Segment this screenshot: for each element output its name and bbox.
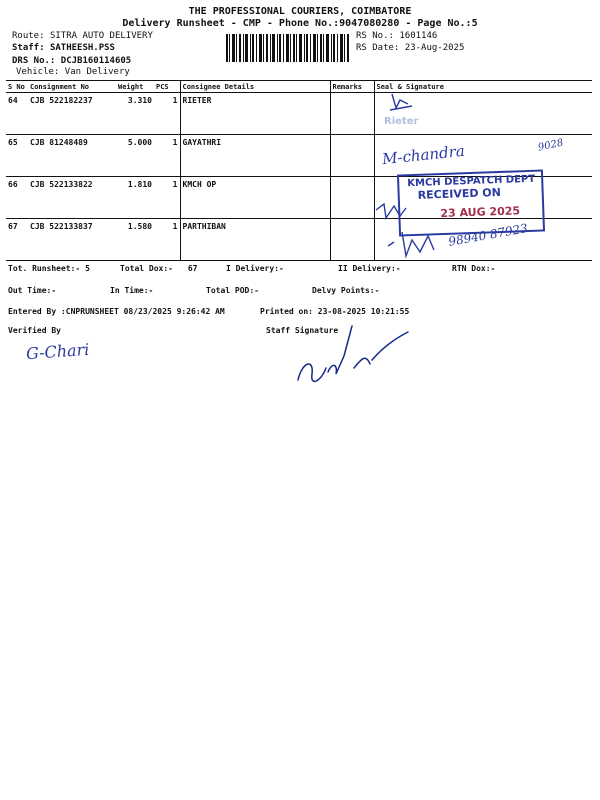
i-delivery-label: I Delivery:- <box>226 264 284 273</box>
vehicle-value: Van Delivery <box>64 67 130 77</box>
staff-line <box>12 43 115 53</box>
total-pod-label: Total POD:- <box>206 286 259 295</box>
rs-no-value: 1601146 <box>399 31 438 41</box>
cell-consignee: GAYATHRI <box>180 135 330 177</box>
cell-sno: 65 <box>6 135 28 177</box>
drs-label: DRS No.: <box>12 56 56 66</box>
cell-remarks <box>330 93 374 135</box>
route-value: SITRA AUTO DELIVERY <box>49 31 153 41</box>
verified-by-label: Verified By <box>8 326 61 335</box>
col-header-seal-signature: Seal & Signature <box>374 81 592 93</box>
total-dox-value: 67 <box>187 264 198 273</box>
vehicle-line <box>16 67 130 77</box>
cell-sno: 64 <box>6 93 28 135</box>
cell-sno: 67 <box>6 219 28 261</box>
cell-consignment: CJB 522133822 <box>28 177 116 219</box>
ii-delivery-label: II Delivery:- <box>338 264 401 273</box>
vehicle-label: Vehicle: <box>16 67 60 77</box>
printed-on: Printed on: 23-08-2025 10:21:55 <box>260 307 410 316</box>
cell-weight: 5.000 <box>116 135 154 177</box>
row66-signature <box>372 196 412 226</box>
tot-runsheet-value: 5 <box>85 264 90 273</box>
cell-pcs: 1 <box>154 135 180 177</box>
rs-no-label: RS No.: <box>356 31 394 41</box>
row67-handwritten-digits: 98940 87923 <box>447 221 529 249</box>
in-time-label: In Time:- <box>110 286 154 295</box>
entered-by: Entered By :CNPRUNSHEET 08/23/2025 9:26:42 AM <box>8 307 225 316</box>
route-label: Route: <box>12 31 45 41</box>
document-subtitle: Delivery Runsheet - CMP - Phone No.:9047080280 - Page No.:5 <box>122 18 478 29</box>
col-header-pcs: PCS <box>154 81 180 93</box>
tot-runsheet-label: Tot. Runsheet:- <box>8 264 81 273</box>
table-header-row <box>6 81 592 93</box>
staff-value: SATHEESH.PSS <box>49 43 115 53</box>
cell-pcs: 1 <box>154 93 180 135</box>
rs-date-label: RS Date: <box>356 43 400 53</box>
col-header-sno: S No <box>6 81 28 93</box>
row67-signature <box>384 228 444 262</box>
faint-company-stamp: Rieter <box>384 116 419 127</box>
summary-line-1 <box>8 264 90 273</box>
cell-consignee: RIETER <box>180 93 330 135</box>
col-header-weight: Weight <box>116 81 154 93</box>
col-header-consignee: Consignee Details <box>180 81 330 93</box>
delvy-points-label: Delvy Points:- <box>312 286 380 295</box>
cell-consignee: KMCH OP <box>180 177 330 219</box>
row64-signature <box>386 90 416 116</box>
handwritten-name-text: M-chandra <box>381 141 466 169</box>
drs-line <box>12 56 131 66</box>
barcode <box>226 34 350 62</box>
stamp-line-2: RECEIVED ON <box>417 185 502 202</box>
stamp-date: 23 AUG 2025 <box>440 204 521 221</box>
cell-consignment: CJB 522133837 <box>28 219 116 261</box>
col-header-consignment: Consignment No <box>28 81 116 93</box>
verified-by-signature: G-Chari <box>25 339 90 364</box>
cell-consignee: PARTHIBAN <box>180 219 330 261</box>
cell-weight: 3.310 <box>116 93 154 135</box>
rtn-dox-label: RTN Dox:- <box>452 264 496 273</box>
rs-no-line <box>356 31 437 41</box>
table-row <box>6 93 592 135</box>
out-time-label: Out Time:- <box>8 286 57 295</box>
col-header-remarks: Remarks <box>330 81 374 93</box>
stamp-line-1: KMCH DESPATCH DEPT <box>407 173 536 190</box>
route-line <box>12 31 153 41</box>
cell-weight: 1.810 <box>116 177 154 219</box>
rs-date-value: 23-Aug-2025 <box>404 43 465 53</box>
cell-remarks <box>330 219 374 261</box>
total-dox <box>120 264 197 273</box>
cell-sno: 66 <box>6 177 28 219</box>
document-title: THE PROFESSIONAL COURIERS, COIMBATORE <box>188 6 412 17</box>
rs-date-line <box>356 43 464 53</box>
cell-consignment: CJB 81248489 <box>28 135 116 177</box>
drs-value: DCJB160114605 <box>60 56 132 66</box>
total-dox-label: Total Dox:- <box>120 264 173 273</box>
cell-remarks <box>330 177 374 219</box>
cell-weight: 1.580 <box>116 219 154 261</box>
cell-pcs: 1 <box>154 219 180 261</box>
cell-consignment: CJB 522182237 <box>28 93 116 135</box>
staff-signature-label: Staff Signature <box>266 326 339 335</box>
cell-remarks <box>330 135 374 177</box>
cell-pcs: 1 <box>154 177 180 219</box>
staff-label: Staff: <box>12 43 45 53</box>
staff-signature <box>292 318 412 398</box>
row65-handwritten-note: 9028 <box>537 137 565 154</box>
